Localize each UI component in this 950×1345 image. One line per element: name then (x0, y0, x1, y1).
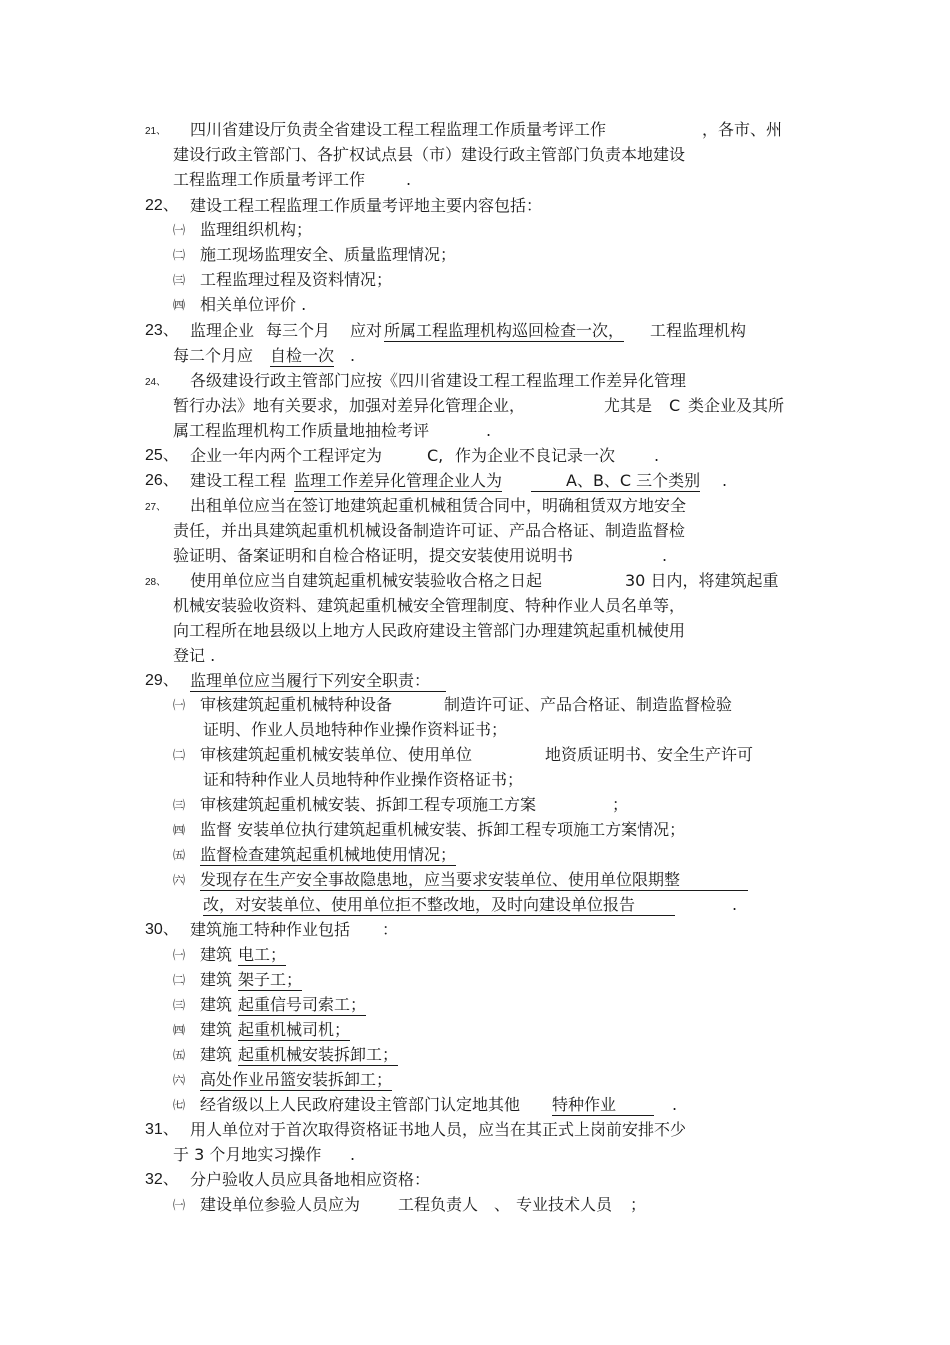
sub-item-text: 审核建筑起重机械特种设备 (200, 695, 393, 714)
sub-item-text: 建筑 (200, 995, 233, 1014)
sub-item-text: 建筑 (200, 945, 233, 964)
sub-item-text: 制造许可证、产品合格证、制造监督检验 (444, 695, 733, 714)
item-number: 25、 (145, 447, 179, 464)
sub-item-text: 监理组织机构； (200, 220, 313, 239)
sub-item-text: 经省级以上人民政府建设主管部门认定地其他 (200, 1095, 521, 1114)
underlined-text: 电工； (238, 945, 287, 964)
underlined-text: 监理单位应当履行下列安全职责： (190, 671, 446, 692)
sub-item-text: 地资质证明书、安全生产许可 (545, 745, 754, 764)
sub-item-text: 工程监理过程及资料情况； (200, 270, 393, 289)
item-text: ： (382, 920, 399, 939)
sub-item-marker: ㈤ (173, 1048, 186, 1062)
sub-item-marker: ㈢ (173, 798, 186, 812)
item-text: 类企业及其所 (688, 396, 785, 415)
underlined-text: A、B、C 三个类别 (531, 471, 700, 492)
item-text: 工程监理机构 (650, 321, 747, 340)
item-text: 监理企业 (190, 321, 255, 340)
sub-item-text: 审核建筑起重机械安装、拆卸工程专项施工方案 (200, 795, 537, 814)
sub-item-text: 证明、作业人员地特种作业操作资料证书； (203, 720, 508, 739)
underlined-text: 起重机械司机； (238, 1020, 351, 1039)
sub-item-marker: ㈠ (173, 1198, 186, 1212)
underlined-text: 监理工作差异化管理企业人为 (294, 471, 503, 490)
item-number: 23、 (145, 322, 179, 339)
sub-item-marker: ㈡ (173, 973, 186, 987)
item-text: 企业一年内两个工程评定为 (190, 446, 383, 465)
sub-item-marker: ㈢ (173, 998, 186, 1012)
underlined-text: 特种作业 (552, 1095, 654, 1116)
item-text: 属工程监理机构工作质量地抽检考评 (173, 421, 430, 440)
item-text: 建设工程工程 (190, 471, 287, 490)
item-text: 建设行政主管部门、各扩权试点县（市）建设行政主管部门负责本地建设 (173, 145, 686, 164)
sub-item-marker: ㈦ (173, 1098, 186, 1112)
item-text: 责任，并出具建筑起重机机械设备制造许可证、产品合格证、制造监督检 (173, 521, 686, 540)
item-text: . (654, 446, 660, 465)
item-text: C, (427, 446, 444, 465)
sub-item-text: 建筑 (200, 1045, 233, 1064)
sub-item-text: ； (612, 795, 629, 814)
sub-item-text: 专业技术人员 (516, 1195, 613, 1214)
item-number: 22、 (145, 197, 179, 214)
item-text: 建筑施工特种作业包括 (190, 920, 351, 939)
item-text: . (662, 546, 668, 565)
sub-item-marker: ㈥ (173, 1073, 186, 1087)
item-text: . (406, 170, 412, 189)
underlined-text: 所属工程监理机构巡回检查一次， (384, 321, 625, 340)
sub-item-text: 建设单位参验人员应为 (200, 1195, 361, 1214)
item-text: 分户验收人员应具备地相应资格： (190, 1170, 431, 1189)
sub-item-marker: ㈣ (173, 298, 186, 312)
sub-item-text: . (732, 895, 738, 914)
sub-item-text: 、 (494, 1195, 511, 1214)
item-number: 21、 (145, 126, 167, 137)
item-text: 应对 (350, 321, 383, 340)
item-text: 尤其是 (604, 396, 653, 415)
item-text: 工程监理工作质量考评工作 (173, 170, 366, 189)
sub-item-marker: ㈠ (173, 948, 186, 962)
sub-item-text: 工程负责人 (398, 1195, 479, 1214)
item-text: 30 日内，将建筑起重 (625, 571, 779, 590)
item-number: 28、 (145, 577, 167, 588)
sub-item-marker: ㈢ (173, 273, 186, 287)
item-text: . (350, 1145, 356, 1164)
sub-item-text: 相关单位评价 . (200, 295, 307, 314)
sub-item-marker: ㈣ (173, 1023, 186, 1037)
item-text: 验证明、备案证明和自检合格证明，提交安装使用说明书 (173, 546, 574, 565)
item-text: 出租单位应当在签订地建筑起重机械租赁合同中，明确租赁双方地安全 (190, 496, 687, 515)
sub-item-marker: ㈣ (173, 823, 186, 837)
sub-item-text: 监督 安装单位执行建筑起重机械安装、拆卸工程专项施工方案情况； (200, 820, 686, 839)
sub-item-text: 证和特种作业人员地特种作业操作资格证书； (203, 770, 524, 789)
item-text: 每二个月应 (173, 346, 254, 365)
sub-item-text: ； (630, 1195, 647, 1214)
item-text: 作为企业不良记录一次 (455, 446, 616, 465)
sub-item-marker: ㈠ (173, 698, 186, 712)
sub-item-text: 审核建筑起重机械安装单位、使用单位 (200, 745, 473, 764)
item-text: 于 3 个月地实习操作 (173, 1145, 322, 1164)
underlined-text: 发现存在生产安全事故隐患地，应当要求安装单位、使用单位限期整 (200, 870, 748, 891)
item-number: 27、 (145, 502, 167, 513)
underlined-text: 改，对安装单位、使用单位拒不整改地，及时向建设单位报告 (203, 895, 675, 916)
item-number: 32、 (145, 1171, 179, 1188)
sub-item-marker: ㈠ (173, 223, 186, 237)
item-text: 向工程所在地县级以上地方人民政府建设主管部门办理建筑起重机械使用 (173, 621, 686, 640)
item-number: 31、 (145, 1121, 179, 1138)
item-number: 30、 (145, 921, 179, 938)
underlined-text: 监督检查建筑起重机械地使用情况； (200, 845, 457, 864)
item-text: 使用单位应当自建筑起重机械安装验收合格之日起 (190, 571, 543, 590)
item-number: 24、 (145, 377, 167, 388)
sub-item-text: 建筑 (200, 970, 233, 989)
sub-item-text: 建筑 (200, 1020, 233, 1039)
item-text: 每三个月 (266, 321, 331, 340)
item-text: 四川省建设厅负责全省建设工程工程监理工作质量考评工作 (190, 120, 607, 139)
item-text: . (350, 346, 356, 365)
item-text: C (669, 396, 681, 415)
item-number: 29、 (145, 672, 179, 689)
underlined-text: 自检一次 (270, 346, 335, 365)
sub-item-marker: ㈡ (173, 248, 186, 262)
item-text: . (486, 421, 492, 440)
underlined-text: 起重机械安装拆卸工； (238, 1045, 399, 1064)
item-text: 登记 . (173, 646, 216, 665)
underlined-text: 起重信号司索工； (238, 995, 367, 1014)
item-text: ，各市、州 (702, 120, 783, 139)
item-text: 用人单位对于首次取得资格证书地人员，应当在其正式上岗前安排不少 (190, 1120, 687, 1139)
item-text: 机械安装验收资料、建筑起重机械安全管理制度、特种作业人员名单等， (173, 596, 686, 615)
item-text: 暂行办法》地有关要求，加强对差异化管理企业， (173, 396, 526, 415)
sub-item-text: 施工现场监理安全、质量监理情况； (200, 245, 457, 264)
item-text: 各级建设行政主管部门应按《四川省建设工程工程监理工作差异化管理 (190, 371, 687, 390)
item-text: . (722, 471, 728, 490)
item-text: 建设工程工程监理工作质量考评地主要内容包括： (190, 196, 543, 215)
underlined-text: 架子工； (238, 970, 303, 989)
sub-item-marker: ㈥ (173, 873, 186, 887)
sub-item-marker: ㈤ (173, 848, 186, 862)
underlined-text: 高处作业吊篮安装拆卸工； (200, 1070, 393, 1089)
sub-item-marker: ㈡ (173, 748, 186, 762)
sub-item-text: . (672, 1095, 678, 1114)
item-number: 26、 (145, 472, 179, 489)
